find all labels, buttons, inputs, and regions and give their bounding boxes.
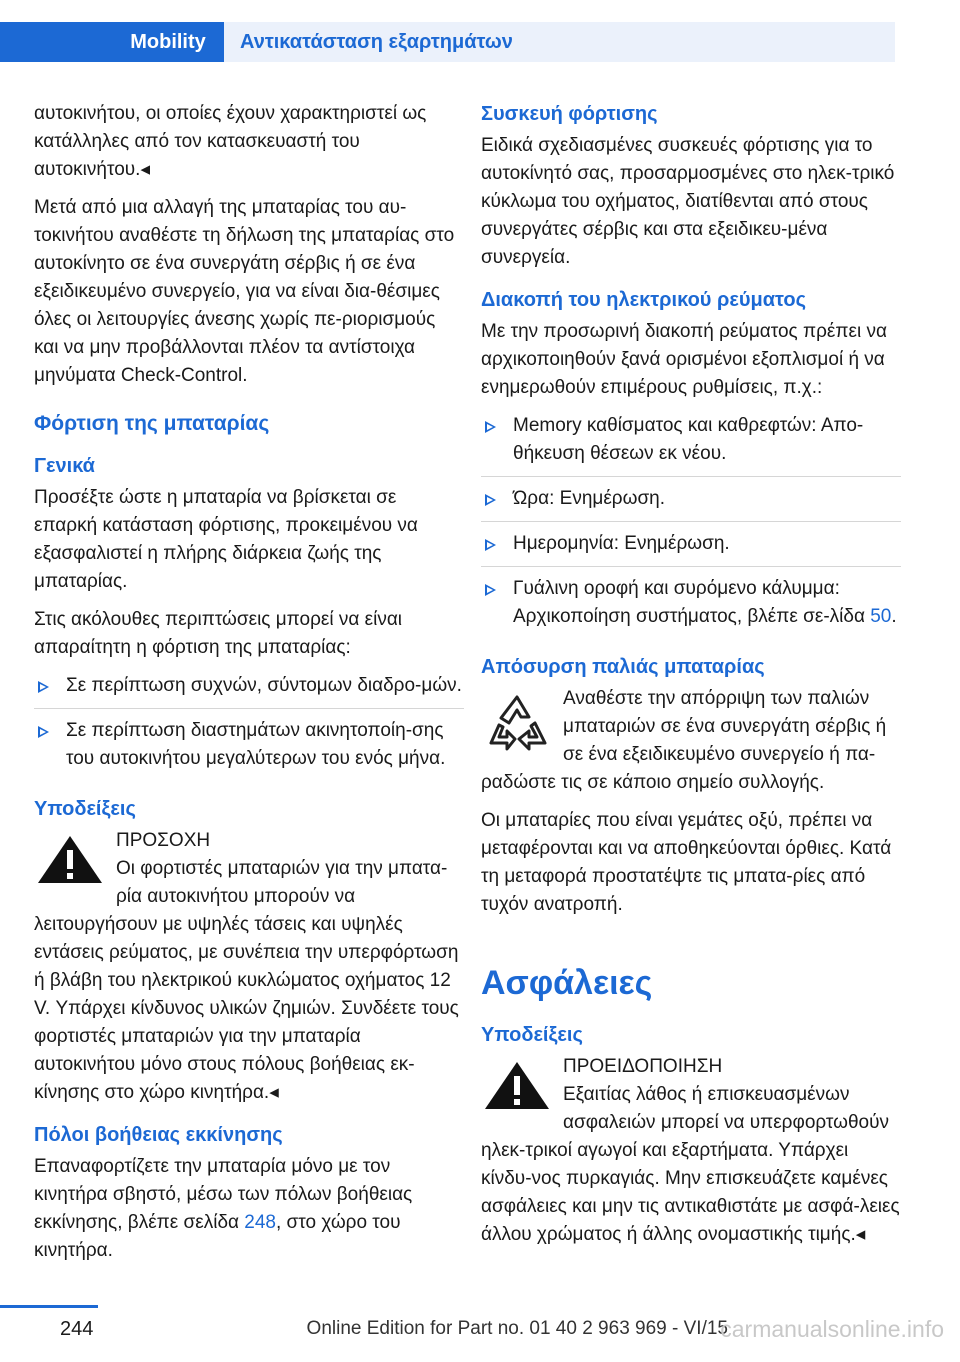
header-accent-block xyxy=(0,22,112,62)
paragraph: Οι μπαταρίες που είναι γεμάτες οξύ, πρέπει να μεταφέρονται και να αποθηκεύονται όρθιες. Κατά τη μεταφορά προστατέψτε τις μπατα-ρίες από τυχόν ανατροπή. xyxy=(481,810,892,915)
subheading-battery-disposal: Απόσυρση παλιάς μπαταρίας xyxy=(481,656,765,678)
triangle-bullet-icon xyxy=(485,421,496,433)
paragraph: Μετά από μια αλλαγή της μπαταρίας του αυ-τοκινήτου αναθέστε τη δήλωση της μπαταρίας στο αυτοκίνητο σε ένα συνεργάτη σέρβις ή σε ένα εξειδικευμένο συνεργείο, για να είναι δια-θέσιμες όλες οι λειτουργίες άνεσης χωρίς πε-ριορισμούς και να μην προβάλλονται πλέον τα αντίστοιχα μηνύματα Check-Control. xyxy=(34,197,455,386)
subheading-general: Γενικά xyxy=(34,455,95,477)
recycling-icon xyxy=(481,689,553,761)
caution-title: ΠΡΟΣΟΧΗ xyxy=(116,830,211,851)
caution-note xyxy=(34,827,464,1107)
paragraph: Επαναφορτίζετε την μπαταρία μόνο με τον κινητήρα σβηστό, μέσω των πόλων βοήθειας εκκίνησης, βλέπε σελίδα 248, στο χώρο του κινητήρα. xyxy=(34,1156,413,1261)
page-link[interactable]: 50 xyxy=(870,606,892,627)
warning-triangle-icon xyxy=(34,831,106,887)
warning-title: ΠΡΟΕΙΔΟΠΟΙΗΣΗ xyxy=(563,1056,723,1077)
subheading-jump-start: Πόλοι βοήθειας εκκίνησης xyxy=(34,1124,283,1146)
edition-info: Online Edition for Part no. 01 40 2 963 969 - VI/15 xyxy=(306,1318,728,1339)
list-item: Ώρα: Ενημέρωση. xyxy=(481,485,901,522)
paragraph: Στις ακόλουθες περιπτώσεις μπορεί να είναι απαραίτητη η φόρτιση της μπαταρίας: xyxy=(34,609,403,658)
left-column xyxy=(34,100,464,1275)
list-item: Ημερομηνία: Ενημέρωση. xyxy=(481,530,901,567)
section-tab[interactable]: Mobility xyxy=(112,22,224,62)
caution-text: Οι φορτιστές μπαταριών για την μπατα-ρία αυτοκινήτου μπορούν να λειτουργήσουν με υψηλές τάσεις και υψηλές εντάσεις ρεύματος, με συνέπεια την υπερφόρτωση ή βλάβη του ηλεκτρικού κυκλώματος οχήματος 12 V. Υπάρχει κίνδυνος υλικών ζημιών. Συνδέετε τους φορτιστές μπαταριών για την μπαταρία αυτοκινήτου μόνο στους πόλους βοήθειας εκ-κίνησης στο χώρο κινητήρα.◂ xyxy=(34,858,459,1103)
list-item: Γυάλινη οροφή και συρόμενο κάλυμμα: Αρχικοποίηση συστήματος, βλέπε σε-λίδα 50. xyxy=(481,575,901,639)
disposal-note xyxy=(481,685,901,797)
section-heading-fuses: Ασφάλειες xyxy=(481,964,653,1002)
bullet-list xyxy=(34,672,464,781)
page-number: 244 xyxy=(60,1318,94,1340)
bullet-list xyxy=(481,412,901,639)
page-link[interactable]: 248 xyxy=(244,1212,276,1233)
subheading-notes: Υποδείξεις xyxy=(34,798,136,820)
subheading-notes: Υποδείξεις xyxy=(481,1024,583,1046)
breadcrumb[interactable]: Αντικατάσταση εξαρτημάτων xyxy=(224,22,895,62)
triangle-bullet-icon xyxy=(38,681,49,693)
subheading-power-interruption: Διακοπή του ηλεκτρικού ρεύματος xyxy=(481,289,807,311)
watermark: carmanualsonline.info xyxy=(720,1316,944,1342)
warning-text: Εξαιτίας λάθος ή επισκευασμένων ασφαλειών μπορεί να υπερφορτωθούν ηλεκ-τρικοί αγωγοί και εξαρτήματα. Υπάρχει κίνδυ-νος πυρκαγιάς. Μην επισκευάζετε καμένες ασφάλειες και μην τις αντικαθιστάτε με ασφά-λειες άλλου χρώματος ή άλλης ονομαστικής τιμής.◂ xyxy=(481,1084,900,1245)
right-column xyxy=(481,100,901,1259)
triangle-bullet-icon xyxy=(38,726,49,738)
triangle-bullet-icon xyxy=(485,539,496,551)
page-header xyxy=(0,0,960,62)
list-item: Memory καθίσματος και καθρεφτών: Απο-θήκευση θέσεων εκ νέου. xyxy=(481,412,901,477)
subheading-charger: Συσκευή φόρτισης xyxy=(481,103,658,125)
footer-accent-line xyxy=(0,1305,98,1308)
paragraph: Ειδικά σχεδιασμένες συσκευές φόρτισης για το αυτοκίνητό σας, προσαρμοσμένες στο ηλεκ-τρικό κύκλωμα του οχήματος, διατίθενται από στους συνεργάτες σέρβις και στα εξειδικευ-μένα συνεργεία. xyxy=(481,135,895,268)
section-heading-charging: Φόρτιση της μπαταρίας xyxy=(34,412,270,435)
list-item: Σε περίπτωση διαστημάτων ακινητοποίη-σης του αυτοκινήτου μεγαλύτερων του ενός μήνα. xyxy=(34,717,464,781)
warning-triangle-icon xyxy=(481,1057,553,1113)
paragraph: Προσέξτε ώστε η μπαταρία να βρίσκεται σε επαρκή κατάσταση φόρτισης, προκειμένου να εξασφαλιστεί η πλήρης διάρκεια ζωής της μπαταρίας. xyxy=(34,487,418,592)
paragraph: Με την προσωρινή διακοπή ρεύματος πρέπει να αρχικοποιηθούν ξανά ορισμένοι εξοπλισμοί ή να ενημερωθούν επιμέρους ρυθμίσεις, π.χ.: xyxy=(481,321,887,398)
warning-note xyxy=(481,1053,901,1249)
disposal-text: Αναθέστε την απόρριψη των παλιών μπαταριών σε ένα συνεργάτη σέρβις ή σε ένα εξειδικευμένο συνεργείο ή πα-ραδώστε τις σε κάποιο σημείο συλλογής. xyxy=(481,688,887,793)
triangle-bullet-icon xyxy=(485,584,496,596)
paragraph: αυτοκινήτου, οι οποίες έχουν χαρακτηριστεί ως κατάλληλες από τον κατασκευαστή του αυτοκινήτου.◂ xyxy=(34,103,427,180)
triangle-bullet-icon xyxy=(485,494,496,506)
list-item: Σε περίπτωση συχνών, σύντομων διαδρο-μών. xyxy=(34,672,464,709)
